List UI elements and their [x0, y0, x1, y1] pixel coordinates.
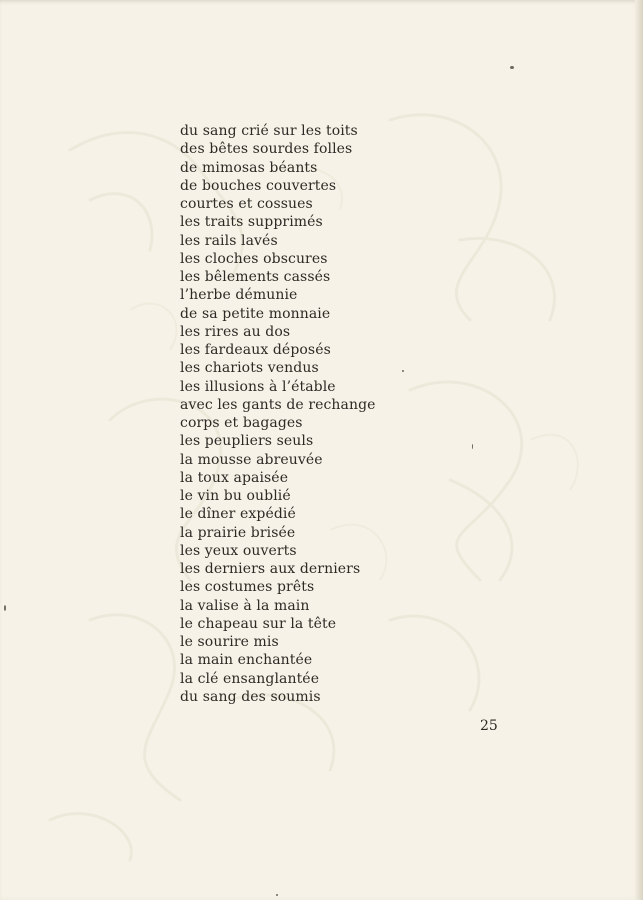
paper-speck — [4, 605, 6, 611]
poem-line: les yeux ouverts — [180, 542, 297, 559]
poem-line: le dîner expédié — [180, 506, 296, 523]
poem-line: les fardeaux déposés — [180, 342, 331, 358]
poem-line: du sang des soumis — [180, 688, 321, 705]
poem-line: les costumes prêts — [180, 579, 315, 596]
poem-line: de sa petite monnaie — [180, 305, 331, 322]
poem-line: la main enchantée — [180, 652, 313, 669]
poem-line: les illusions à l’étable — [180, 378, 336, 395]
poem-line: le vin bu oublié — [180, 488, 291, 504]
paper-speck — [510, 66, 514, 69]
poem-line: les derniers aux derniers — [180, 561, 361, 577]
paper-speck — [402, 370, 404, 372]
poem-line: avec les gants de rechange — [180, 396, 376, 413]
poem-line: les chariots vendus — [180, 360, 319, 377]
poem-line: les rails lavés — [180, 232, 278, 249]
paper-speck — [276, 894, 278, 896]
poem-line: des bêtes sourdes folles — [180, 141, 353, 158]
poem-line: du sang crié sur les toits — [180, 123, 358, 139]
poem-line: la valise à la main — [180, 597, 310, 614]
poem-line: de bouches couvertes — [180, 177, 337, 194]
poem-line: l’herbe démunie — [180, 287, 298, 304]
poem-line: le sourire mis — [180, 634, 279, 650]
poem-line: de mimosas béants — [180, 159, 318, 176]
page-edge — [635, 0, 643, 900]
poem-line: les traits supprimés — [180, 214, 323, 231]
poem-line: les rires au dos — [180, 323, 291, 340]
page-number: 25 — [480, 718, 498, 734]
poem-line: le chapeau sur la tête — [180, 615, 337, 632]
poem-line: les bêlements cassés — [180, 269, 331, 285]
poem-line: la toux apaisée — [180, 469, 289, 486]
poem-line: corps et bagages — [180, 415, 303, 431]
paper-speck — [472, 444, 473, 449]
poem-text — [180, 122, 376, 706]
poem-line: courtes et cossues — [180, 196, 313, 212]
poem-line: les cloches obscures — [180, 250, 328, 267]
poem-line: la prairie brisée — [180, 524, 296, 541]
poem-line: la mousse abreuvée — [180, 451, 323, 468]
poem-line: la clé ensanglantée — [180, 670, 320, 687]
poem-line: les peupliers seuls — [180, 433, 314, 450]
